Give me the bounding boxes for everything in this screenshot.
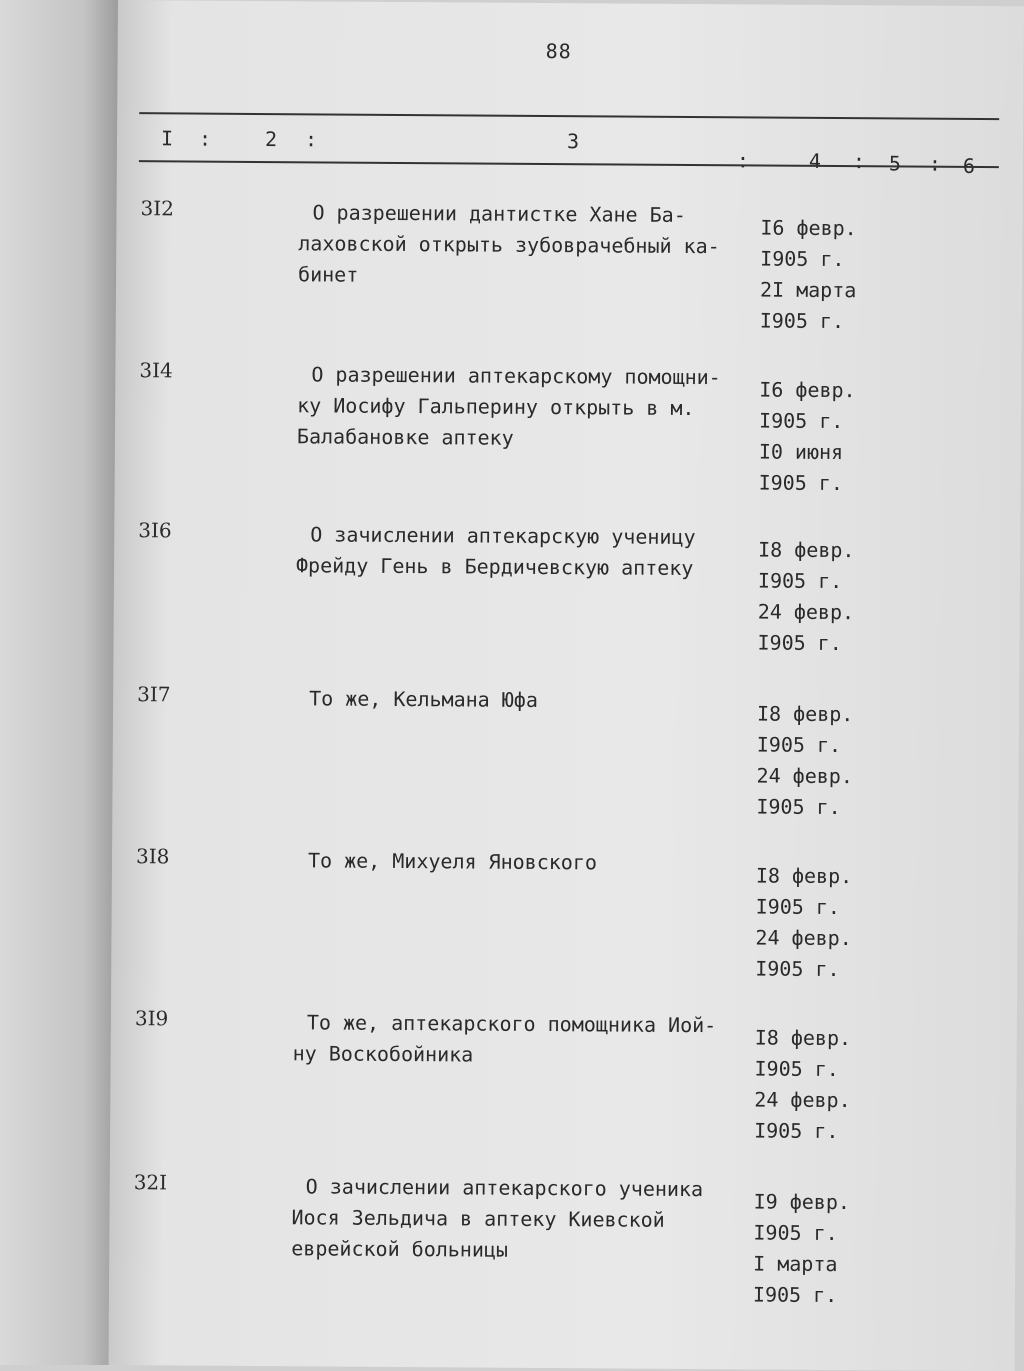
entry-dates	[754, 1022, 851, 1147]
entry-row	[112, 682, 1019, 848]
year-end: I905 г.	[756, 794, 841, 820]
entry-number: 3I9	[134, 1006, 169, 1031]
entry-row	[113, 518, 1020, 684]
entry-row	[110, 1006, 1017, 1172]
year-end: I905 г.	[752, 1282, 838, 1308]
entry-row	[114, 358, 1021, 524]
date-end: 24 февр.	[754, 1087, 851, 1113]
entry-title: О разрешении дантистке Хане Ба- лаховской открыть зубоврачебный ка- бинет	[298, 200, 720, 287]
year-start: I905 г.	[758, 408, 844, 434]
date-start: I6 февр.	[760, 215, 857, 241]
entry-number: 3I8	[135, 844, 170, 869]
entry-row	[116, 196, 1023, 362]
entry-row	[111, 844, 1018, 1010]
year-start: I905 г.	[757, 568, 843, 594]
entry-number: 3I2	[140, 196, 174, 221]
date-end: 2I марта	[759, 277, 857, 303]
year-start: I905 г.	[756, 732, 842, 758]
date-start: I8 февр.	[755, 863, 853, 889]
column-header-1: I	[160, 126, 174, 151]
date-end: I марта	[753, 1251, 838, 1277]
year-end: I905 г.	[754, 1118, 839, 1144]
entry-title: То же, аптекарского помощника Иой- ну Воскобойника	[292, 1010, 717, 1067]
page-number: 88	[545, 38, 572, 64]
date-start: I8 февр.	[754, 1025, 852, 1051]
column-header-6: 6	[962, 153, 975, 178]
book-gutter	[0, 0, 120, 1365]
year-start: I905 г.	[754, 1056, 839, 1082]
date-end: I0 июня	[758, 439, 844, 465]
date-end: 24 февр.	[755, 925, 852, 951]
document-page	[108, 0, 1024, 1371]
year-start: I905 г.	[760, 246, 845, 272]
year-end: I905 г.	[757, 630, 842, 656]
header-rule-top	[139, 112, 999, 120]
entry-number: 32I	[133, 1170, 168, 1195]
entry-dates	[753, 1186, 850, 1311]
entry-title: О зачислении аптекарского ученика Иося Зельдича в аптеку Киевской еврейской больницы	[291, 1174, 704, 1262]
entry-dates	[755, 860, 852, 985]
column-separator: :	[198, 126, 212, 151]
entry-number: 3I4	[139, 358, 173, 383]
entry-title: О зачислении аптекарскую ученицу Фрейду Гень в Бердичевскую аптеку	[295, 522, 696, 581]
date-start: I9 февр.	[753, 1189, 851, 1215]
year-end: I905 г.	[758, 470, 844, 496]
column-separator: :	[928, 151, 942, 176]
date-start: I8 февр.	[758, 537, 855, 563]
entry-title: То же, Михуеля Яновского	[307, 848, 598, 875]
entry-dates	[760, 212, 857, 337]
date-end: 24 февр.	[757, 599, 855, 625]
entry-row	[109, 1170, 1016, 1336]
column-separator: :	[852, 149, 866, 174]
column-header-5: 5	[888, 151, 902, 176]
year-start: I905 г.	[755, 894, 841, 920]
entry-number: 3I7	[137, 682, 171, 707]
column-separator: :	[736, 148, 750, 173]
column-separator: :	[304, 127, 318, 152]
year-end: I905 г.	[755, 956, 840, 982]
year-start: I905 г.	[753, 1220, 838, 1246]
entry-title: То же, Кельмана Юфа	[309, 686, 538, 712]
entry-number: 3I6	[138, 518, 172, 543]
column-header-4: 4	[808, 148, 822, 173]
entry-dates	[756, 698, 853, 823]
date-start: I6 февр.	[759, 377, 856, 403]
entry-dates	[759, 374, 856, 499]
entry-title: О разрешении аптекарскому помощни- ку Иосифу Гальперину открыть в м. Балабановке аптеку	[296, 362, 721, 450]
entry-dates	[757, 534, 854, 659]
date-start: I8 февр.	[756, 701, 854, 727]
date-end: 24 февр.	[756, 763, 854, 789]
column-header-2: 2	[264, 127, 278, 152]
column-header-3: 3	[566, 129, 580, 154]
year-end: I905 г.	[759, 308, 845, 334]
header-rule-bottom	[139, 160, 999, 168]
